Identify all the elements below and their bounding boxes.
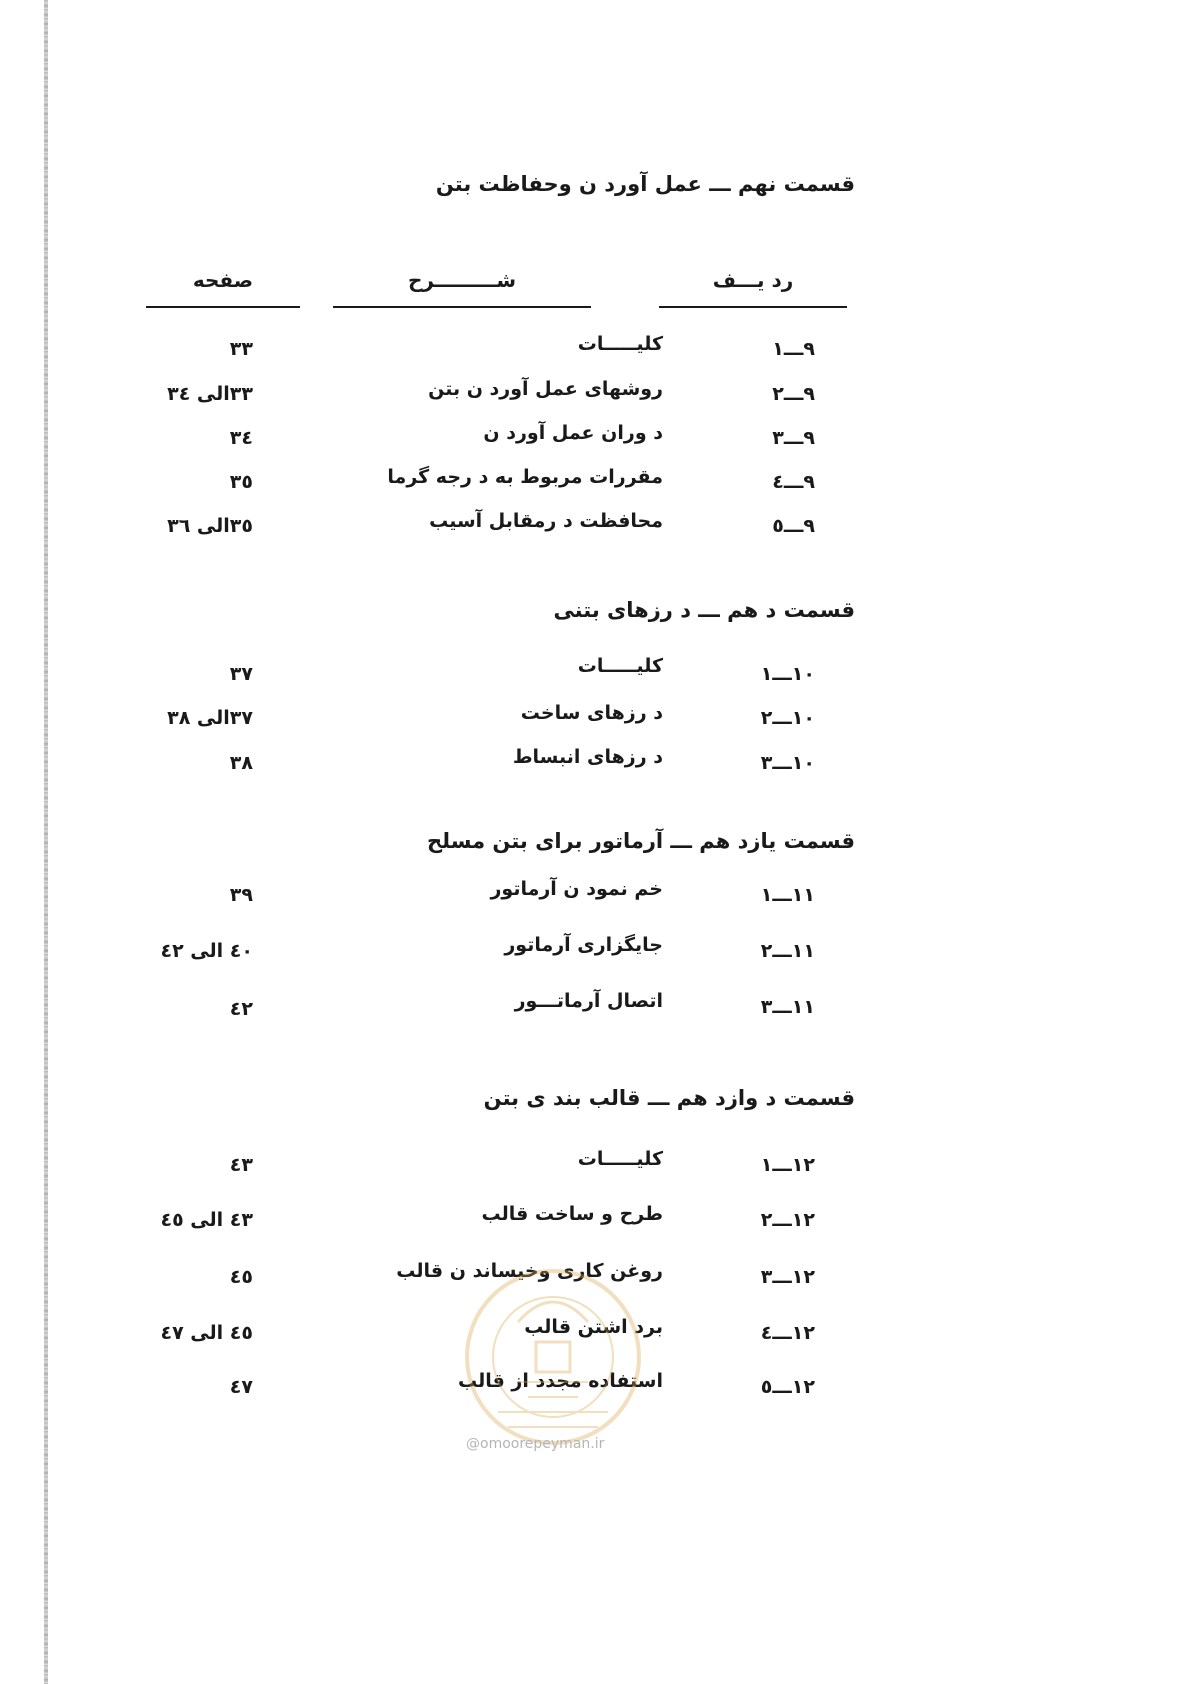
row-desc: د وران عمل آورد ن xyxy=(483,422,663,444)
row-desc: روغن کاری وخیساند ن قالب xyxy=(396,1260,663,1282)
row-page: ٣٥ xyxy=(229,471,253,493)
row-num: ١١ـــ١ xyxy=(760,884,815,906)
header-desc-label: شـــــــــرح xyxy=(407,268,517,292)
row-desc: د رزهای ساخت xyxy=(520,702,663,724)
row-desc: مقررات مربوط به د رجه گرما xyxy=(387,466,663,488)
header-row-label: رد یـــف xyxy=(712,268,794,292)
row-num: ١٢ـــ٣ xyxy=(760,1266,815,1288)
row-desc: روشهای عمل آورد ن بتن xyxy=(428,378,663,400)
row-desc: کلیـــــات xyxy=(577,333,663,355)
header-page xyxy=(146,268,300,308)
header-desc-underline xyxy=(333,306,591,308)
header-row-underline xyxy=(659,306,847,308)
row-desc: د رزهای انبساط xyxy=(512,746,663,768)
row-num: ٩ـــ٢ xyxy=(772,383,815,405)
row-desc: محافظت د رمقابل آسیب xyxy=(429,510,663,532)
row-page: ٤٥ xyxy=(229,1266,253,1288)
row-page: ٣٥الی ٣٦ xyxy=(167,515,253,537)
row-page: ٤٢ xyxy=(229,998,253,1020)
row-page: ٤٧ xyxy=(229,1376,253,1398)
row-num: ٩ـــ٣ xyxy=(772,427,815,449)
row-num: ١١ـــ٣ xyxy=(760,996,815,1018)
row-num: ١٢ـــ٤ xyxy=(760,1322,815,1344)
row-desc: کلیـــــات xyxy=(577,655,663,677)
section-title-10: قسمت د هم ـــ د رزهای بتنی xyxy=(553,598,855,622)
header-row xyxy=(659,268,847,308)
row-page: ٤٥ الی ٤٧ xyxy=(160,1322,253,1344)
row-num: ١٠ـــ٢ xyxy=(760,707,815,729)
header-desc xyxy=(333,268,591,308)
row-page: ٤٣ xyxy=(229,1154,253,1176)
row-num: ١٢ـــ١ xyxy=(760,1154,815,1176)
row-num: ٩ـــ١ xyxy=(772,338,815,360)
row-page: ٣٨ xyxy=(229,752,253,774)
row-page: ٣٣ xyxy=(229,338,253,360)
section-title-12: قسمت د وازد هم ـــ قالب بند ی بتن xyxy=(483,1086,855,1110)
row-num: ١١ـــ٢ xyxy=(760,940,815,962)
row-desc: طرح و ساخت قالب xyxy=(481,1203,663,1225)
row-num: ٩ـــ٥ xyxy=(772,515,815,537)
row-page: ٣٧ xyxy=(229,663,253,685)
header-page-label: صفحه xyxy=(192,268,254,292)
row-page: ٣٣الی ٣٤ xyxy=(167,383,253,405)
row-page: ٤٠ الی ٤٢ xyxy=(160,940,253,962)
row-page: ٣٤ xyxy=(229,427,253,449)
row-num: ١٠ـــ١ xyxy=(760,663,815,685)
row-page: ٣٩ xyxy=(229,884,253,906)
watermark-stamp-icon xyxy=(458,1262,648,1452)
row-desc: استفاده مجدد از قالب xyxy=(457,1370,663,1392)
watermark-url: @omoorepeyman.ir xyxy=(466,1436,605,1452)
row-page: ٤٣ الی ٤٥ xyxy=(160,1209,253,1231)
section-title-11: قسمت یازد هم ـــ آرماتور برای بتن مسلح xyxy=(427,829,855,853)
scan-edge xyxy=(44,0,48,1684)
row-num: ٩ـــ٤ xyxy=(772,471,815,493)
row-page: ٣٧الی ٣٨ xyxy=(167,707,253,729)
row-num: ١٢ـــ٢ xyxy=(760,1209,815,1231)
row-desc: جایگزاری آرماتور xyxy=(504,934,663,956)
row-desc: خم نمود ن آرماتور xyxy=(490,878,663,900)
row-num: ١٠ـــ٣ xyxy=(760,752,815,774)
section-title-9: قسمت نهم ـــ عمل آورد ن وحفاظت بتن xyxy=(435,172,855,196)
row-desc: کلیـــــات xyxy=(577,1148,663,1170)
row-desc: برد اشتن قالب xyxy=(524,1316,663,1338)
header-page-underline xyxy=(146,306,300,308)
row-num: ١٢ـــ٥ xyxy=(760,1376,815,1398)
row-desc: اتصال آرماتـــور xyxy=(514,990,663,1012)
